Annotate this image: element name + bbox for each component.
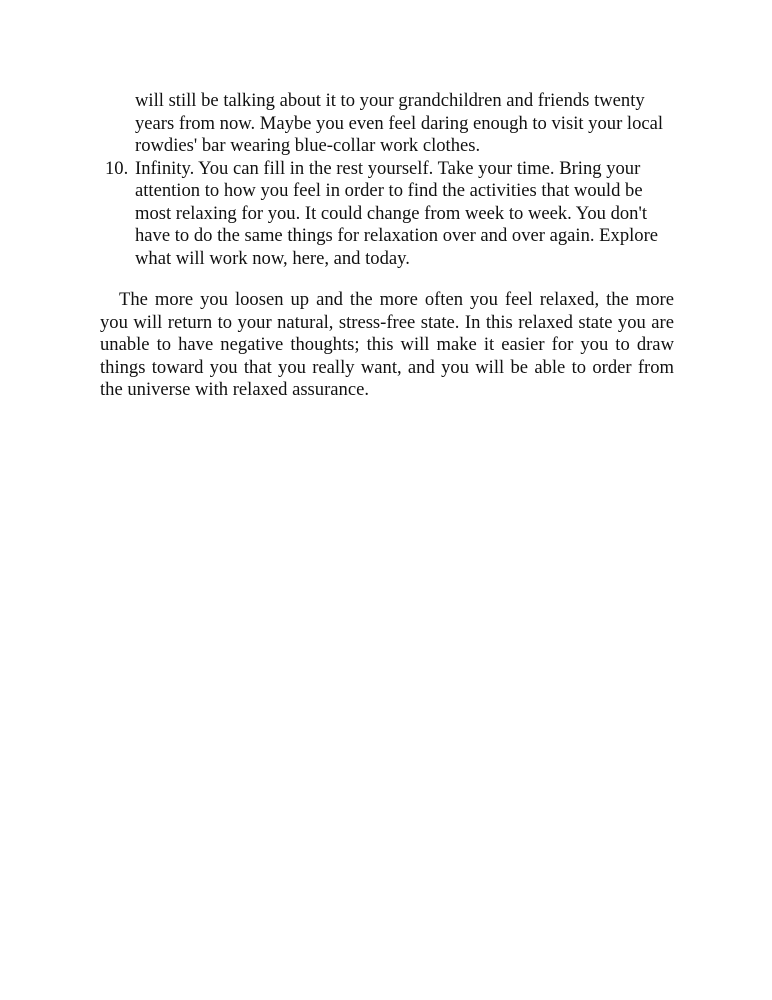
closing-paragraph: The more you loosen up and the more often you feel relaxed, the more you will return to your natural, stress-free state. In this relaxed state you are unable to have negative thoughts; this will make it easier for you to draw things toward you that you really want, and you will be able to order from the universe with relaxed assurance. xyxy=(100,289,674,400)
list-item-number: 10. xyxy=(105,157,129,179)
list-item-continuation: will still be talking about it to your grandchildren and friends twenty years from now. Maybe you even feel daring enough to visit your local rowdies' bar wearing blue-collar work clothes. xyxy=(135,90,664,156)
body-text xyxy=(100,90,674,402)
list-item-text: Infinity. You can fill in the rest yourself. Take your time. Bring your attention to how you feel in order to find the activities that would be most relaxing for you. It could change from week to week. You don't have to do the same things for relaxation over and over again. Explore what will work now, here, and today. xyxy=(135,157,659,269)
list-item-10 xyxy=(100,158,674,271)
